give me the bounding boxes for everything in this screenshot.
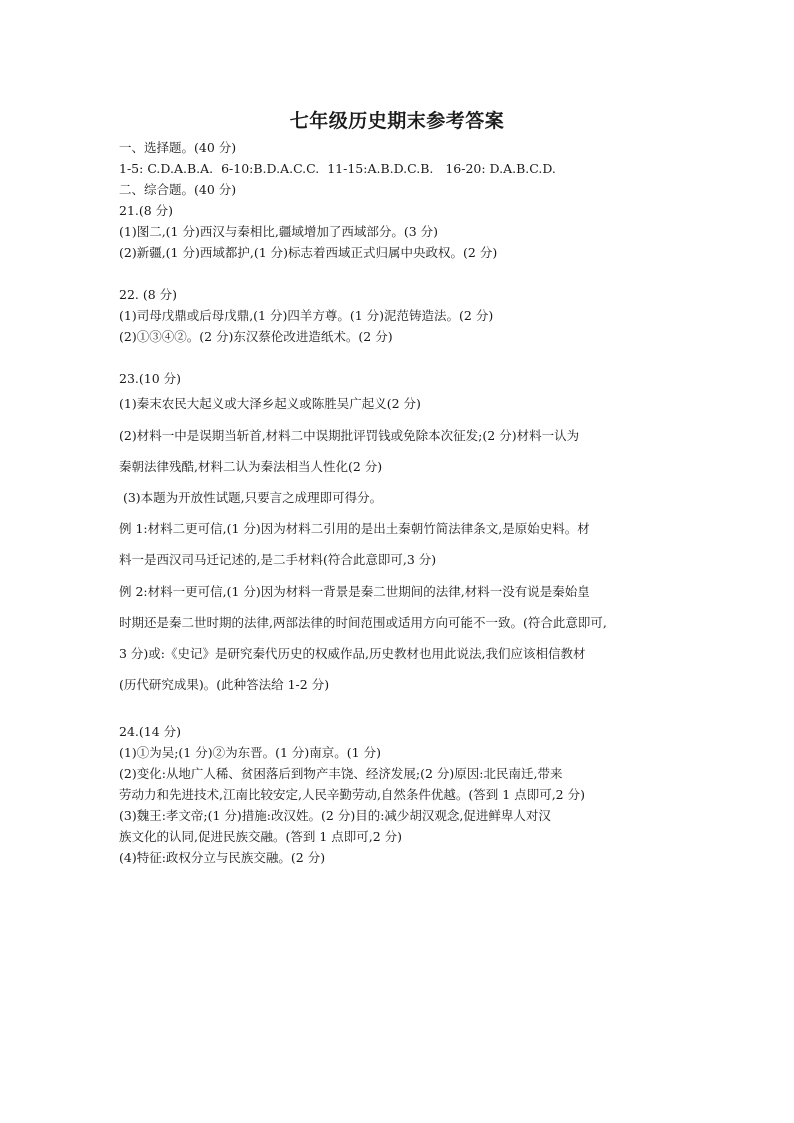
answer-line: (3)本题为开放性试题,只要言之成理即可得分。	[119, 490, 383, 505]
section-heading: 二、综合题。(40 分)	[119, 182, 237, 197]
answer-line: 料一是西汉司马迁记述的,是二手材料(符合此意即可,3 分)	[119, 552, 437, 567]
document-title: 七年级历史期末参考答案	[289, 110, 505, 132]
answer-line: 例 2:材料一更可信,(1 分)因为材料一背景是秦二世期间的法律,材料一没有说是秦始皇	[119, 584, 590, 599]
answer-line: (历代研究成果)。(此种答法给 1-2 分)	[119, 677, 330, 692]
question-heading: 23.(10 分)	[119, 371, 182, 386]
section-heading: 一、选择题。(40 分)	[119, 140, 237, 155]
answer-line: 时期还是秦二世时期的法律,两部法律的时间范围或适用方向可能不一致。(符合此意即可,	[119, 615, 607, 630]
answer-line: 劳动力和先进技术,江南比较安定,人民辛勤劳动,自然条件优越。(答到 1 点即可,2 分)	[119, 787, 585, 802]
answer-line: (2)变化:从地广人稀、贫困落后到物产丰饶、经济发展;(2 分)原因:北民南迁,带来	[119, 766, 563, 781]
question-heading: 24.(14 分)	[119, 724, 182, 739]
answer-line: (1)图二,(1 分)西汉与秦相比,疆域增加了西域部分。(3 分)	[119, 224, 439, 239]
question-heading: 21.(8 分)	[119, 203, 174, 218]
choice-answers: 1-5: C.D.A.B.A. 6-10:B.D.A.C.C. 11-15:A.B.D.C.B. 16-20: D.A.B.C.D.	[119, 161, 556, 176]
answer-line: (2)材料一中是误期当斩首,材料二中误期批评罚钱或免除本次征发;(2 分)材料一认为	[119, 428, 580, 443]
answer-line: (2)新疆,(1 分)西域都护,(1 分)标志着西域正式归属中央政权。(2 分)	[119, 245, 498, 260]
answer-line: (2)①③④②。(2 分)东汉蔡伦改进造纸术。(2 分)	[119, 329, 393, 344]
answer-line: (4)特征:政权分立与民族交融。(2 分)	[119, 850, 326, 865]
answer-line: (3)魏王:孝文帝;(1 分)措施:改汉姓。(2 分)目的:减少胡汉观念,促进鲜卑人对汉	[119, 808, 551, 823]
answer-line: (1)秦末农民大起义或大泽乡起义或陈胜吴广起义(2 分)	[119, 396, 421, 411]
answer-line: (1)①为吴;(1 分)②为东晋。(1 分)南京。(1 分)	[119, 745, 381, 760]
answer-line: 秦朝法律残酷,材料二认为秦法相当人性化(2 分)	[119, 459, 383, 474]
answer-line: 3 分)或:《史记》是研究秦代历史的权威作品,历史教材也用此说法,我们应该相信教材	[119, 646, 586, 661]
question-heading: 22. (8 分)	[119, 287, 178, 302]
answer-line: 例 1:材料二更可信,(1 分)因为材料二引用的是出土秦朝竹简法律条文,是原始史料。材	[119, 521, 590, 536]
answer-line: 族文化的认同,促进民族交融。(答到 1 点即可,2 分)	[119, 829, 403, 844]
answer-line: (1)司母戊鼎或后母戊鼎,(1 分)四羊方尊。(1 分)泥范铸造法。(2 分)	[119, 308, 494, 323]
